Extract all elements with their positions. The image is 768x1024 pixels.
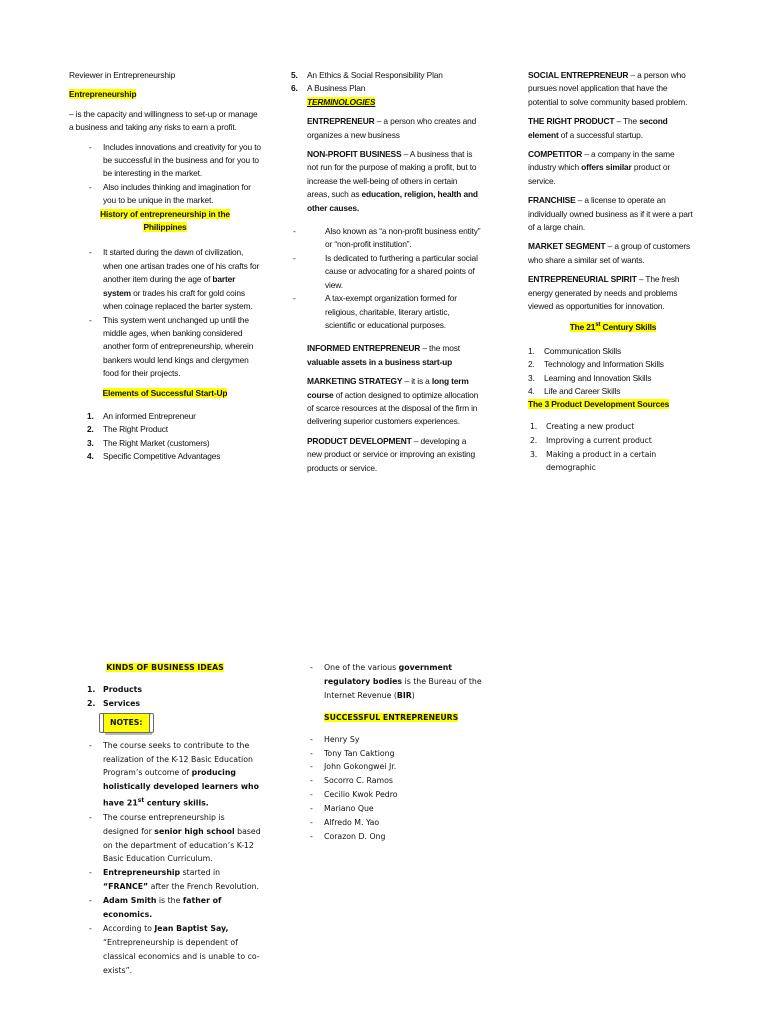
- entrepreneurship-bullets: [69, 141, 261, 208]
- list-item: - It started during the dawn of civilization, when one artisan trades one of his crafts for another item during the age of barter system or trades his craft for gold coins when coinage replaced the barter system.: [69, 246, 261, 313]
- kinds-list: [69, 683, 261, 711]
- elements-heading: Elements of Successful Start-Up: [102, 387, 228, 398]
- list-item: - According to Jean Baptist Say, “Entrepreneurship is dependent of classical economics and is unable to co-exists”.: [69, 922, 261, 978]
- list-item: 1. Products: [87, 684, 143, 694]
- column-1: [69, 69, 261, 464]
- list-item: 3. Learning and Innovation Skills: [528, 372, 652, 383]
- list-item: - Alfredo M. Yao: [290, 816, 490, 830]
- list-item: 5. An Ethics & Social Responsibility Plan: [291, 70, 443, 80]
- plans-list: [273, 69, 481, 96]
- list-item: 3. Making a product in a certain demographic: [530, 449, 657, 473]
- column-5: [290, 661, 490, 844]
- list-item: - Tony Tan Caktiong: [290, 747, 490, 761]
- century-skills-heading: The 21st Century Skills: [569, 322, 657, 333]
- entrepreneurial-spirit-definition: ENTREPRENEURIAL SPIRIT – The fresh energy generated by needs and problems viewed as opportunities for innovation.: [528, 274, 680, 312]
- list-item: 2. Improving a current product: [530, 435, 652, 445]
- elements-list: [69, 410, 261, 464]
- history-heading: History of entrepreneurship in the Philippines: [100, 208, 230, 233]
- list-item: 1. Communication Skills: [528, 345, 622, 356]
- entrepreneurship-heading: Entrepreneurship: [69, 89, 137, 100]
- competitor-definition: COMPETITOR – a company in the same industry which offers similar product or service.: [528, 149, 675, 186]
- terminologies-heading: TERMINOLOGIES: [307, 96, 376, 107]
- list-item: - A tax-exempt organization formed for religious, charitable, literary artistic, scientific or educational purposes.: [273, 292, 481, 332]
- list-item: - Adam Smith is the father of economics.: [69, 894, 261, 922]
- marketing-strategy-definition: MARKETING STRATEGY – it is a long term course of action designed to optimize allocation of scarce resources at the disposal of the firm in delivering superior customers experiences.: [307, 376, 479, 427]
- column-4: [69, 661, 261, 978]
- list-item: 4. Life and Career Skills: [528, 385, 621, 396]
- product-development-definition: PRODUCT DEVELOPMENT – developing a new product or service or improving an existing products or service.: [307, 435, 475, 473]
- nonprofit-definition: NON-PROFIT BUSINESS – A business that is not run for the purpose of making a profit, but to increase the well-being of others in certain areas, such as education, religion, health and other causes.: [307, 149, 478, 213]
- government-note: [290, 661, 490, 703]
- list-item: 1. An informed Entrepreneur: [87, 410, 196, 421]
- list-item: - Is dedicated to furthering a particular social cause or advocating for a shared points of view.: [273, 252, 481, 292]
- history-bullets: [69, 246, 261, 380]
- sources-list: [528, 420, 698, 476]
- list-item: - Includes innovations and creativity for you to be successful in the business and for you to be interesting in the market.: [69, 141, 261, 181]
- list-item: - Henry Sy: [290, 733, 490, 747]
- entrepreneurship-definition: – is the capacity and willingness to set-up or manage a business and taking any risks to earn a profit.: [69, 108, 258, 133]
- successful-entrepreneurs-heading: SUCCESSFUL ENTREPRENEURS: [324, 712, 459, 722]
- column-2: [273, 69, 481, 481]
- market-segment-definition: MARKET SEGMENT – a group of customers who share a similar set of wants.: [528, 241, 691, 265]
- list-item: 2. Technology and Information Skills: [528, 359, 664, 370]
- list-item: - Also includes thinking and imagination for you to be unique in the market.: [69, 181, 261, 208]
- list-item: 3. The Right Market (customers): [87, 437, 210, 448]
- notes-list: [69, 739, 261, 978]
- list-item: - Entrepreneurship started in “FRANCE” after the French Revolution.: [69, 866, 261, 894]
- list-item: - One of the various government regulatory bodies is the Bureau of the Internet Revenue (BIR): [290, 661, 490, 703]
- notes-scroll-label: NOTES:: [103, 713, 150, 733]
- entrepreneur-definition: ENTREPRENEUR – a person who creates and organizes a new business: [307, 116, 477, 140]
- social-entrepreneur-definition: SOCIAL ENTREPRENEUR – a person who pursues novel application that have the potential to solve community based problem.: [528, 70, 688, 107]
- list-item: 2. The Right Product: [87, 424, 168, 435]
- kinds-heading: KINDS OF BUSINESS IDEAS: [106, 663, 224, 672]
- list-item: 4. Specific Competitive Advantages: [87, 451, 221, 462]
- product-sources-heading: The 3 Product Development Sources: [528, 399, 670, 410]
- list-item: 6. A Business Plan: [291, 83, 366, 94]
- list-item: - John Gokongwei Jr.: [290, 760, 490, 774]
- list-item: - Corazon D. Ong: [290, 830, 490, 844]
- list-item: - This system went unchanged up until the middle ages, when banking considered another form of entrepreneurship, wherein bankers would lend kings and clergymen food for their projects.: [69, 314, 261, 381]
- right-product-definition: THE RIGHT PRODUCT – The second element of a successful startup.: [528, 116, 668, 140]
- franchise-definition: FRANCHISE – a license to operate an individually owned business as if it were a part of a large chain.: [528, 195, 693, 233]
- skills-list: [528, 345, 698, 399]
- list-item: - The course entrepreneurship is designed for senior high school based on the department of education’s K-12 Basic Education Curriculum.: [69, 811, 261, 867]
- column-3: [528, 69, 698, 475]
- list-item: 2. Services: [87, 698, 141, 708]
- list-item: - The course seeks to contribute to the realization of the K-12 Basic Education Program’s outcome of producing holistically developed learners who have 21st century skills.: [69, 739, 261, 811]
- list-item: - Mariano Que: [290, 802, 490, 816]
- list-item: - Cecilio Kwok Pedro: [290, 788, 490, 802]
- nonprofit-bullets: [273, 225, 481, 332]
- reviewer-header: Reviewer in Entrepreneurship: [69, 70, 176, 80]
- entrepreneurs-list: [290, 733, 490, 844]
- list-item: 1. Creating a new product: [530, 421, 635, 431]
- informed-entrepreneur-definition: INFORMED ENTREPRENEUR – the most valuable assets in a business start-up: [307, 343, 460, 367]
- list-item: - Socorro C. Ramos: [290, 774, 490, 788]
- list-item: - Also known as “a non-profit business entity” or “non-profit institution”.: [273, 225, 481, 252]
